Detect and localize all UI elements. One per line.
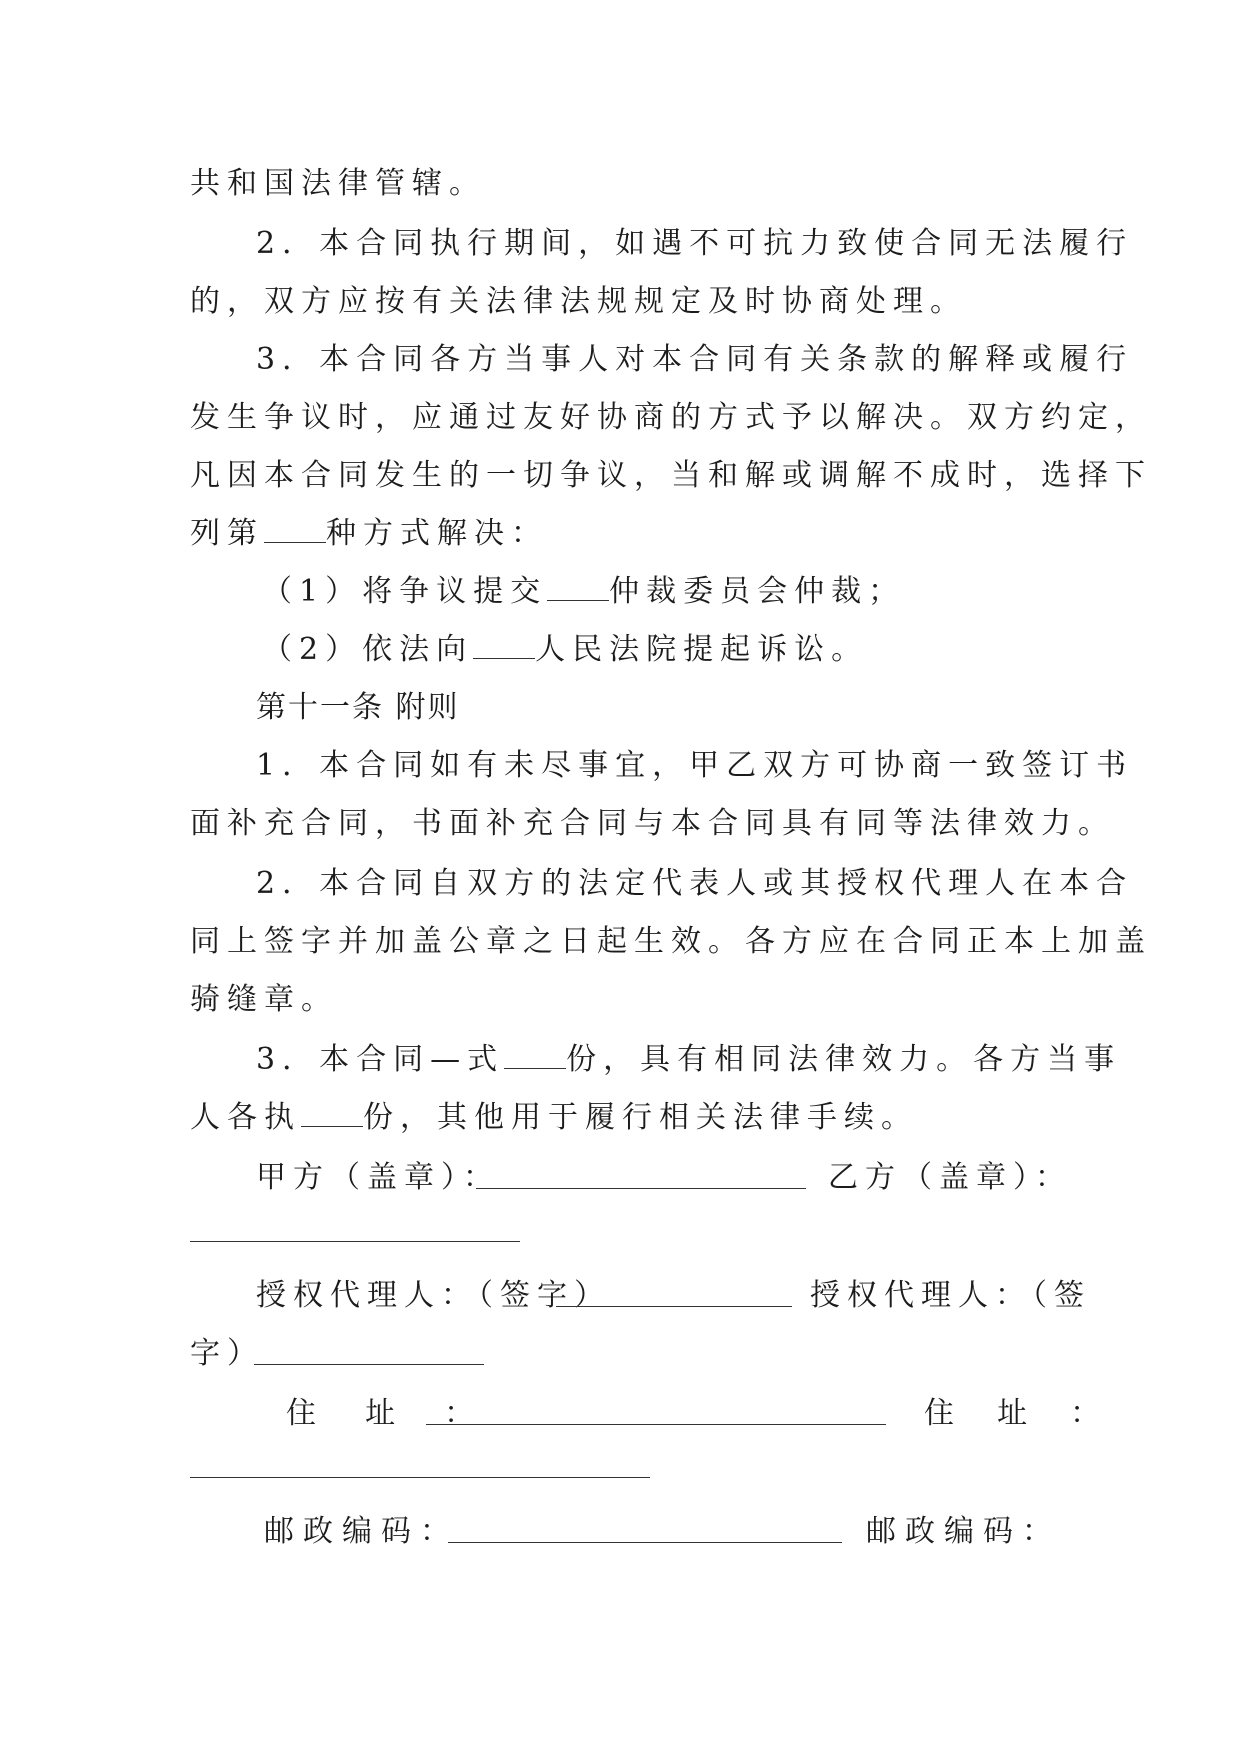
article-heading: 第十一条 附则 bbox=[256, 690, 460, 725]
text-segment: 人民法院提起诉讼。 bbox=[535, 632, 869, 667]
appendix-3-line bbox=[190, 1098, 918, 1138]
text-segment: （1）将争议提交 bbox=[262, 574, 548, 609]
text-segment: 人各执 bbox=[190, 1100, 301, 1135]
blank-field[interactable] bbox=[264, 514, 326, 543]
agent-a-label: 授权代理人：（签字） bbox=[256, 1278, 611, 1313]
party-a-seal-label: 甲方（盖章）： bbox=[256, 1160, 500, 1195]
postcode-b-label: 邮政编码： bbox=[866, 1514, 1061, 1549]
postcode-a-field[interactable] bbox=[448, 1542, 842, 1543]
text-segment: 份，其他用于履行相关法律手续。 bbox=[363, 1100, 918, 1135]
appendix-2-line: 骑缝章。 bbox=[190, 982, 338, 1017]
clause-3-line: 发生争议时，应通过友好协商的方式予以解决。双方约定， bbox=[190, 400, 1152, 435]
paragraph-line: 共和国法律管辖。 bbox=[190, 166, 486, 201]
text-segment: 3．本合同—式 bbox=[256, 1042, 505, 1077]
text-segment: 份，具有相同法律效力。各方当事 bbox=[566, 1042, 1122, 1077]
appendix-1-line: 1．本合同如有未尽事宜，甲乙双方可协商一致签订书 bbox=[256, 748, 1134, 783]
address-b-label: 住 址 ： bbox=[924, 1396, 1109, 1431]
appendix-3-line bbox=[256, 1040, 1121, 1080]
text-segment: 仲裁委员会仲裁； bbox=[609, 574, 906, 609]
address-a-field[interactable] bbox=[426, 1424, 886, 1425]
option-2-line bbox=[262, 630, 868, 670]
agent-b-label-cont: 字） bbox=[190, 1336, 264, 1371]
clause-3-line: 凡因本合同发生的一切争议，当和解或调解不成时，选择下 bbox=[190, 458, 1152, 493]
postcode-a-label: 邮政编码： bbox=[264, 1514, 459, 1549]
blank-field[interactable] bbox=[504, 1040, 566, 1069]
appendix-1-line: 面补充合同，书面补充合同与本合同具有同等法律效力。 bbox=[190, 806, 1115, 841]
clause-2-line: 的，双方应按有关法律法规规定及时协商处理。 bbox=[190, 284, 967, 319]
party-b-seal-label: 乙方（盖章）： bbox=[828, 1160, 1072, 1195]
appendix-2-line: 同上签字并加盖公章之日起生效。各方应在合同正本上加盖 bbox=[190, 924, 1152, 959]
agent-b-label: 授权代理人：（签 bbox=[810, 1278, 1091, 1313]
clause-3-line bbox=[190, 514, 548, 554]
party-a-seal-field[interactable] bbox=[476, 1188, 806, 1189]
party-b-seal-field[interactable] bbox=[190, 1241, 520, 1242]
agent-b-signature-field[interactable] bbox=[254, 1364, 484, 1365]
address-b-field[interactable] bbox=[190, 1477, 650, 1478]
text-segment: （2）依法向 bbox=[262, 632, 474, 667]
blank-field[interactable] bbox=[301, 1098, 363, 1127]
agent-a-signature-field[interactable] bbox=[556, 1306, 792, 1307]
text-segment: 种方式解决： bbox=[326, 516, 548, 551]
appendix-2-line: 2．本合同自双方的法定代表人或其授权代理人在本合 bbox=[256, 866, 1134, 901]
blank-field[interactable] bbox=[473, 630, 535, 659]
clause-3-line: 3．本合同各方当事人对本合同有关条款的解释或履行 bbox=[256, 342, 1134, 377]
address-a-label: 住 址 ： bbox=[286, 1396, 485, 1431]
clause-2-line: 2．本合同执行期间，如遇不可抗力致使合同无法履行 bbox=[256, 226, 1134, 261]
blank-field[interactable] bbox=[547, 572, 609, 601]
text-segment: 列第 bbox=[190, 516, 264, 551]
option-1-line bbox=[262, 572, 905, 612]
